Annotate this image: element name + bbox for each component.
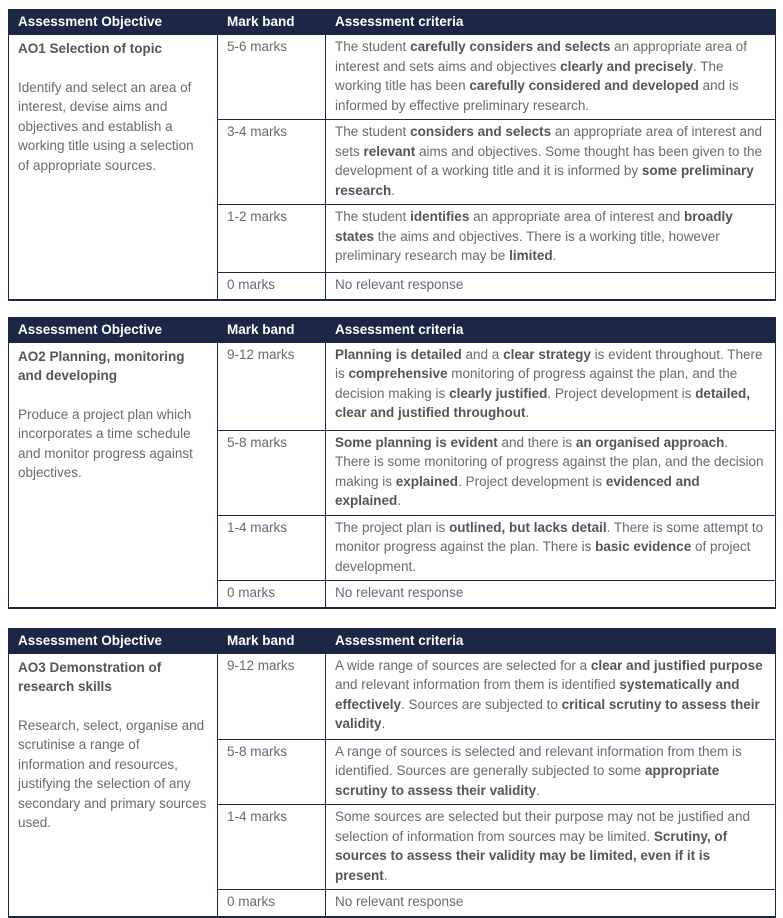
objective-cell-ao3: [9, 653, 218, 917]
column-header-mark-band: Mark band: [218, 628, 326, 653]
assessment-table-ao3: [8, 628, 776, 918]
column-header-mark-band: Mark band: [218, 317, 326, 342]
criteria-cell: A wide range of sources are selected for a clear and justified purpose and relevant information from them is identified systematically and effectively. Sources are subjected to critical scrutiny to assess their validity.: [326, 653, 776, 739]
assessment-table-ao1: [8, 9, 776, 301]
column-header-assessment-objective: Assessment Objective: [9, 317, 218, 342]
objective-cell-ao2: [9, 342, 218, 608]
column-header-mark-band: Mark band: [218, 10, 326, 35]
objective-description: Identify and select an area of interest, devise aims and objectives and establish a working title using a selection of appropriate sources.: [18, 79, 194, 173]
criteria-cell: Some planning is evident and there is an organised approach. There is some monitoring of progress against the plan, and the decision making is explained. Project development is evidenced and explained.: [326, 430, 776, 515]
criteria-cell: No relevant response: [326, 581, 776, 608]
table-header-row: [9, 317, 776, 342]
assessment-table-ao2: [8, 317, 776, 609]
criteria-cell: A range of sources is selected and relevant information from them is identified. Sources are generally subjected to some appropriate scrutiny to assess their validity.: [326, 739, 776, 805]
mark-band-cell: 0 marks: [218, 890, 326, 917]
table-header-row: [9, 628, 776, 653]
mark-band-cell: 5-8 marks: [218, 739, 326, 805]
criteria-cell: The student considers and selects an appropriate area of interest and sets relevant aims and objectives. Some thought has been given to the development of a working title and it is informed by some preliminary research.: [326, 120, 776, 205]
column-header-assessment-objective: Assessment Objective: [9, 10, 218, 35]
mark-band-cell: 5-8 marks: [218, 430, 326, 515]
criteria-cell: Planning is detailed and a clear strategy is evident throughout. There is comprehensive monitoring of progress against the plan, and the decision making is clearly justified. Project development is detailed, clear and justified throughout.: [326, 342, 776, 430]
column-header-assessment-criteria: Assessment criteria: [326, 317, 776, 342]
column-header-assessment-criteria: Assessment criteria: [326, 10, 776, 35]
mark-band-cell: 0 marks: [218, 273, 326, 300]
table-header-row: [9, 10, 776, 35]
objective-description: Research, select, organise and scrutinise a range of information and resources, justifying the selection of any secondary and primary sources used.: [18, 717, 207, 830]
column-header-assessment-objective: Assessment Objective: [9, 628, 218, 653]
criteria-cell: No relevant response: [326, 890, 776, 917]
objective-title: AO2 Planning, monitoring and developing: [18, 348, 185, 383]
objective-title: AO3 Demonstration of research skills: [18, 659, 162, 694]
criteria-cell: The student identifies an appropriate area of interest and broadly states the aims and objectives. There is a working title, however preliminary research may be limited.: [326, 205, 776, 273]
mark-band-cell: 1-2 marks: [218, 205, 326, 273]
mark-band-cell: 0 marks: [218, 581, 326, 608]
criteria-cell: The project plan is outlined, but lacks detail. There is some attempt to monitor progress against the plan. There is basic evidence of project development.: [326, 515, 776, 581]
mark-band-cell: 3-4 marks: [218, 120, 326, 205]
table-row: [9, 653, 776, 739]
mark-band-cell: 9-12 marks: [218, 653, 326, 739]
table-row: [9, 342, 776, 430]
criteria-cell: No relevant response: [326, 273, 776, 300]
objective-description: Produce a project plan which incorporates a time schedule and monitor progress against objectives.: [18, 406, 193, 480]
table-row: [9, 35, 776, 120]
objective-title: AO1 Selection of topic: [18, 41, 163, 56]
column-header-assessment-criteria: Assessment criteria: [326, 628, 776, 653]
mark-band-cell: 9-12 marks: [218, 342, 326, 430]
mark-band-cell: 1-4 marks: [218, 515, 326, 581]
mark-band-cell: 1-4 marks: [218, 805, 326, 890]
criteria-cell: Some sources are selected but their purpose may not be justified and selection of information from sources may be limited. Scrutiny, of sources to assess their validity may be limited, even if it is present.: [326, 805, 776, 890]
mark-band-cell: 5-6 marks: [218, 35, 326, 120]
objective-cell-ao1: [9, 35, 218, 300]
criteria-cell: The student carefully considers and selects an appropriate area of interest and sets aims and objectives clearly and precisely. The working title has been carefully considered and developed and is informed by effective preliminary research.: [326, 35, 776, 120]
